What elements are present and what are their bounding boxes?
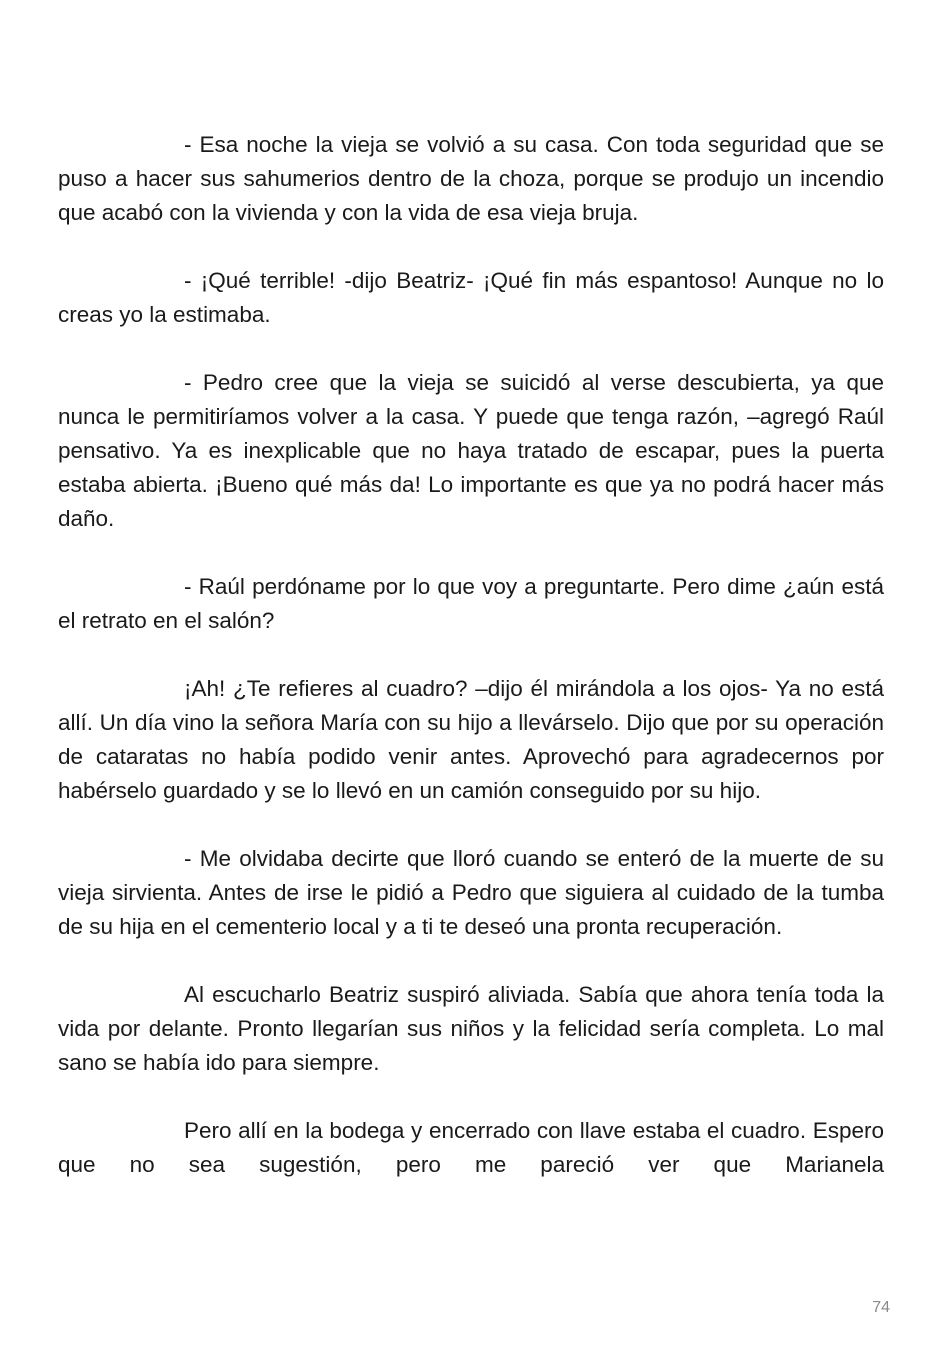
paragraph-5: ¡Ah! ¿Te refieres al cuadro? –dijo él mirándola a los ojos- Ya no está allí. Un día vino la señora María con su hijo a llevárselo. Dijo que por su operación de cataratas no había podido venir antes. Aprovechó para agradecernos por habérselo guardado y se lo llevó en un camión conseguido por su hijo. [58, 676, 884, 803]
paragraph-8: Pero allí en la bodega y encerrado con llave estaba el cuadro. Espero que no sea sugestión, pero me pareció ver que Marianela [58, 1118, 884, 1177]
paragraph-1: - Esa noche la vieja se volvió a su casa. Con toda seguridad que se puso a hacer sus sahumerios dentro de la choza, porque se produjo un incendio que acabó con la vivienda y con la vida de esa vieja bruja. [58, 132, 884, 225]
body-text [58, 128, 884, 1182]
paragraph-4: - Raúl perdóname por lo que voy a preguntarte. Pero dime ¿aún está el retrato en el salón? [58, 574, 884, 633]
paragraph-3: - Pedro cree que la vieja se suicidó al verse descubierta, ya que nunca le permitiríamos volver a la casa. Y puede que tenga razón, –agregó Raúl pensativo. Ya es inexplicable que no haya tratado de escapar, pues la puerta estaba abierta. ¡Bueno qué más da! Lo importante es que ya no podrá hacer más daño. [58, 370, 884, 531]
paragraph-6: - Me olvidaba decirte que lloró cuando se enteró de la muerte de su vieja sirvienta. Antes de irse le pidió a Pedro que siguiera al cuidado de la tumba de su hija en el cementerio local y a ti te deseó una pronta recuperación. [58, 846, 884, 939]
page-number: 74 [872, 1299, 890, 1316]
paragraph-2: - ¡Qué terrible! -dijo Beatriz- ¡Qué fin más espantoso! Aunque no lo creas yo la estimaba. [58, 268, 884, 327]
paragraph-7: Al escucharlo Beatriz suspiró aliviada. Sabía que ahora tenía toda la vida por delante. Pronto llegarían sus niños y la felicidad sería completa. Lo mal sano se había ido para siempre. [58, 982, 884, 1075]
